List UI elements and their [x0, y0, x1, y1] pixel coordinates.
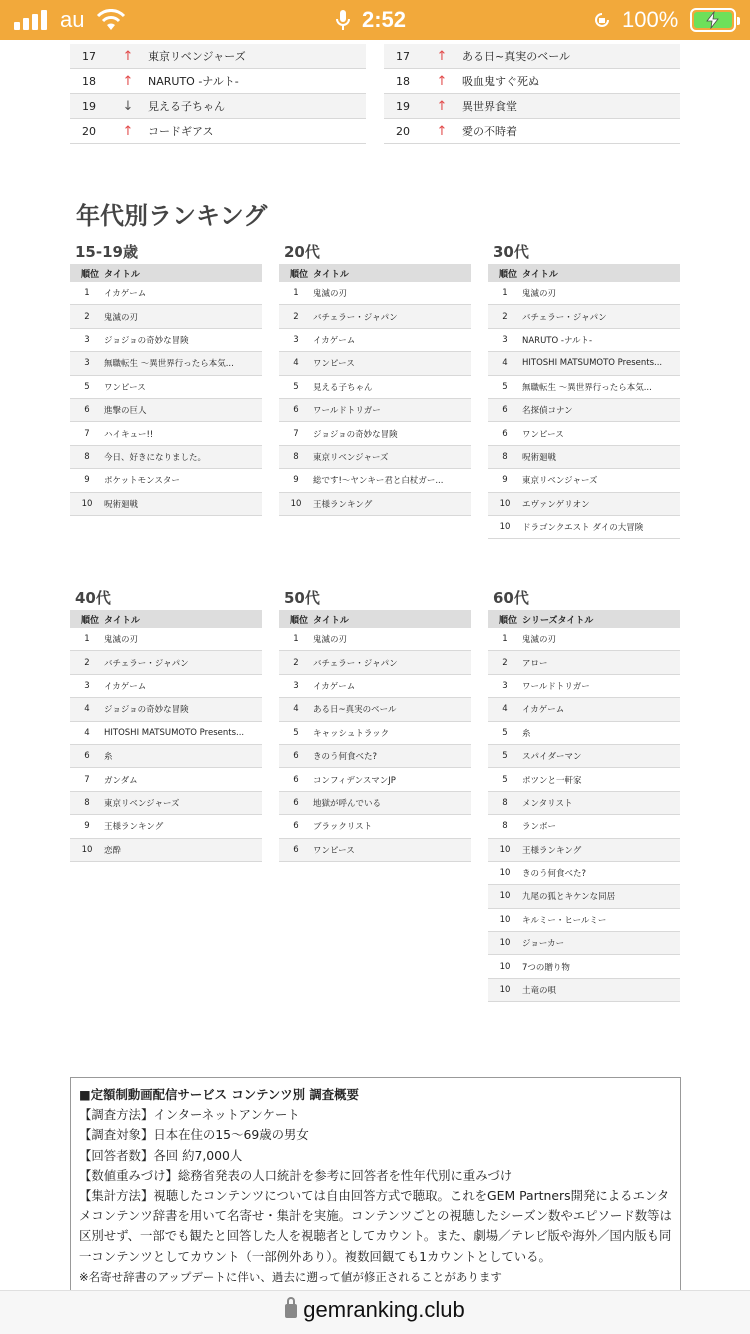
- table-row[interactable]: [279, 651, 471, 674]
- column-header-rank: 順位: [498, 615, 517, 626]
- arrow-up-icon: ↑: [436, 123, 448, 139]
- rank-number: 10: [81, 844, 93, 855]
- rank-number: 3: [84, 358, 90, 369]
- age-table-50s: [279, 586, 471, 862]
- table-row[interactable]: [279, 745, 471, 768]
- title-cell: イカゲーム: [104, 289, 147, 300]
- microphone-icon: [336, 9, 350, 31]
- title-cell: バチェラー・ジャパン: [104, 658, 189, 669]
- summary-note: ※名寄せ辞書のアップデートに伴い、過去に遡って値が修正されることがあります: [79, 1269, 502, 1284]
- title-cell: 地獄が呼んでいる: [313, 798, 382, 809]
- age-table-15-19: [70, 240, 262, 516]
- rank-number: 5: [502, 774, 508, 785]
- title-cell: ワンピース: [313, 845, 355, 856]
- table-row[interactable]: [70, 768, 262, 791]
- rank-number: 8: [293, 451, 299, 462]
- table-row[interactable]: [279, 329, 471, 352]
- table-body: [70, 282, 262, 516]
- rank-number: 6: [293, 844, 299, 855]
- rank-number: 2: [502, 657, 508, 668]
- rank-number: 2: [84, 657, 90, 668]
- table-row[interactable]: [279, 493, 471, 516]
- rank-number: 7: [293, 428, 299, 439]
- rank-number: 1: [84, 288, 90, 299]
- ranking-row[interactable]: [70, 94, 366, 119]
- age-group-label: 60代: [493, 589, 529, 607]
- table-row[interactable]: [70, 282, 262, 305]
- table-row[interactable]: [279, 675, 471, 698]
- rank-number: 3: [293, 334, 299, 345]
- title-cell: バチェラー・ジャパン: [522, 312, 607, 323]
- ranking-title: 愛の不時着: [462, 125, 517, 138]
- rank-number: 3: [84, 334, 90, 345]
- rank-number: 10: [81, 498, 93, 509]
- title-cell: 呪術廻戦: [522, 452, 557, 463]
- table-row[interactable]: [70, 399, 262, 422]
- table-row[interactable]: [70, 745, 262, 768]
- column-header-title: タイトル: [313, 269, 349, 280]
- age-group-label: 15-19歳: [75, 243, 138, 261]
- column-header-title: タイトル: [313, 615, 349, 626]
- rank-number: 6: [293, 405, 299, 416]
- rank-number: 1: [502, 634, 508, 645]
- rank-number: 3: [502, 334, 508, 345]
- table-row[interactable]: [488, 469, 680, 492]
- title-cell: 恋酔: [104, 845, 122, 856]
- rank-number: 17: [396, 49, 410, 63]
- rank-number: 10: [499, 914, 511, 925]
- title-cell: HITOSHI MATSUMOTO Presents...: [522, 358, 663, 369]
- url-display[interactable]: [0, 1297, 750, 1323]
- rank-number: 4: [293, 358, 299, 369]
- title-cell: イカゲーム: [522, 705, 565, 716]
- age-table-20s: [279, 240, 471, 516]
- column-header-rank: 順位: [289, 615, 308, 626]
- table-row[interactable]: [70, 469, 262, 492]
- title-cell: 鬼滅の刃: [104, 312, 139, 323]
- title-cell: 進撃の巨人: [104, 406, 147, 417]
- table-row[interactable]: [488, 352, 680, 375]
- carrier-label: au: [60, 7, 85, 32]
- table-header: [279, 610, 471, 628]
- rank-number: 5: [84, 381, 90, 392]
- rank-number: 18: [82, 74, 96, 88]
- table-row[interactable]: [70, 839, 262, 862]
- age-group-label: 40代: [75, 589, 111, 607]
- column-header-rank: 順位: [80, 615, 99, 626]
- table-body: [279, 282, 471, 516]
- title-cell: 鬼滅の刃: [522, 635, 557, 646]
- title-cell: ワンピース: [104, 382, 146, 393]
- ranking-row[interactable]: [384, 44, 680, 69]
- table-row[interactable]: [70, 792, 262, 815]
- title-cell: コンフィデンスマンJP: [313, 775, 396, 786]
- table-row[interactable]: [70, 628, 262, 651]
- table-row[interactable]: [488, 651, 680, 674]
- ranking-row[interactable]: [70, 69, 366, 94]
- table-row[interactable]: [488, 792, 680, 815]
- rank-number: 10: [499, 844, 511, 855]
- title-cell: ランボー: [522, 822, 557, 833]
- rank-number: 1: [502, 288, 508, 299]
- rank-number: 6: [502, 428, 508, 439]
- table-row[interactable]: [279, 399, 471, 422]
- clock: 2:52: [362, 7, 407, 32]
- title-cell: 鬼滅の刃: [313, 635, 348, 646]
- table-row[interactable]: [488, 675, 680, 698]
- title-cell: アロー: [522, 658, 548, 669]
- page-content: [0, 40, 750, 1290]
- ranking-title: コードギアス: [148, 125, 214, 138]
- table-row[interactable]: [70, 493, 262, 516]
- rank-number: 2: [293, 657, 299, 668]
- table-row[interactable]: [488, 885, 680, 908]
- title-cell: 王様ランキング: [522, 845, 582, 856]
- table-body: [488, 628, 680, 1002]
- ranking-row[interactable]: [384, 69, 680, 94]
- table-row[interactable]: [488, 722, 680, 745]
- rank-number: 9: [502, 475, 508, 486]
- title-cell: 鬼滅の刃: [313, 289, 348, 300]
- table-header: [279, 264, 471, 282]
- title-cell: 東京リベンジャーズ: [104, 798, 180, 809]
- title-cell: HITOSHI MATSUMOTO Presents...: [104, 727, 245, 738]
- table-row[interactable]: [279, 839, 471, 862]
- title-cell: 総です!～ヤンキー君と白杖ガー...: [313, 476, 444, 487]
- title-cell: バチェラー・ジャパン: [313, 658, 398, 669]
- table-row[interactable]: [70, 815, 262, 838]
- ranking-title: 東京リベンジャーズ: [148, 50, 246, 63]
- survey-summary-box: [70, 1077, 681, 1290]
- ranking-row[interactable]: [70, 119, 366, 144]
- table-row[interactable]: [279, 469, 471, 492]
- title-cell: NARUTO -ナルト-: [522, 335, 593, 346]
- ranking-table-left: [70, 44, 366, 144]
- rank-number: 6: [293, 751, 299, 762]
- table-row[interactable]: [488, 815, 680, 838]
- ranking-title: ある日~真実のベール: [462, 50, 570, 63]
- ranking-row[interactable]: [384, 94, 680, 119]
- table-body: [279, 628, 471, 862]
- age-group-label: 50代: [284, 589, 320, 607]
- table-row[interactable]: [279, 628, 471, 651]
- table-body: [70, 628, 262, 862]
- rank-number: 6: [84, 751, 90, 762]
- ranking-title: 見える子ちゃん: [148, 100, 225, 113]
- title-cell: ガンダム: [104, 775, 138, 786]
- rank-number: 5: [502, 751, 508, 762]
- rank-number: 6: [502, 405, 508, 416]
- table-row[interactable]: [70, 352, 262, 375]
- rank-number: 6: [293, 797, 299, 808]
- title-cell: 王様ランキング: [313, 499, 373, 510]
- title-cell: 呪術廻戦: [104, 499, 139, 510]
- rank-number: 2: [502, 311, 508, 322]
- table-row[interactable]: [488, 282, 680, 305]
- title-cell: ハイキュー!!: [104, 429, 154, 440]
- age-group-label: 20代: [284, 243, 320, 261]
- column-header-title: シリーズタイトル: [522, 615, 594, 626]
- rank-number: 10: [499, 498, 511, 509]
- rank-number: 1: [293, 288, 299, 299]
- title-cell: エヴァンゲリオン: [522, 499, 590, 510]
- table-row[interactable]: [488, 979, 680, 1002]
- title-cell: 九尾の狐とキケンな同居: [522, 892, 616, 903]
- arrow-up-icon: ↑: [122, 73, 134, 89]
- table-row[interactable]: [279, 282, 471, 305]
- title-cell: イカゲーム: [313, 335, 356, 346]
- table-row[interactable]: [279, 792, 471, 815]
- table-row[interactable]: [279, 698, 471, 721]
- table-row[interactable]: [279, 815, 471, 838]
- rank-number: 4: [84, 704, 90, 715]
- table-row[interactable]: [70, 422, 262, 445]
- table-row[interactable]: [279, 722, 471, 745]
- table-row[interactable]: [279, 305, 471, 328]
- rank-number: 7: [84, 428, 90, 439]
- table-row[interactable]: [279, 352, 471, 375]
- title-cell: メンタリスト: [522, 798, 573, 809]
- rank-number: 2: [293, 311, 299, 322]
- rank-number: 10: [499, 891, 511, 902]
- rank-number: 10: [499, 938, 511, 949]
- rotation-lock-icon: [592, 10, 612, 30]
- title-cell: ワンピース: [313, 359, 355, 370]
- age-table-30s: [488, 240, 680, 539]
- table-row[interactable]: [488, 745, 680, 768]
- table-row[interactable]: [488, 932, 680, 955]
- table-header: [488, 264, 680, 282]
- ranking-title: 異世界食堂: [462, 100, 517, 113]
- url-text: gemranking.club: [303, 1297, 465, 1322]
- age-table-60s: [488, 586, 680, 1002]
- table-row[interactable]: [488, 329, 680, 352]
- title-cell: 鬼滅の刃: [104, 635, 139, 646]
- title-cell: ワールドトリガー: [313, 406, 381, 417]
- rank-number: 8: [502, 797, 508, 808]
- rank-number: 9: [293, 475, 299, 486]
- arrow-up-icon: ↑: [122, 123, 134, 139]
- rank-number: 4: [293, 704, 299, 715]
- battery-icon: [690, 8, 736, 32]
- table-row[interactable]: [70, 722, 262, 745]
- table-header: [70, 264, 262, 282]
- rank-number: 7: [84, 774, 90, 785]
- address-bar[interactable]: [0, 1290, 750, 1334]
- table-header: [488, 610, 680, 628]
- title-cell: 今日、好きになりました。: [104, 452, 207, 463]
- title-cell: キルミー・ヒールミー: [522, 915, 607, 926]
- title-cell: イカゲーム: [313, 681, 356, 692]
- title-cell: ジョジョの奇妙な冒険: [104, 335, 189, 346]
- title-cell: 王様ランキング: [104, 822, 164, 833]
- table-row[interactable]: [279, 768, 471, 791]
- ranking-row[interactable]: [70, 44, 366, 69]
- rank-number: 8: [84, 797, 90, 808]
- rank-number: 3: [293, 680, 299, 691]
- column-header-rank: 順位: [498, 269, 517, 280]
- title-cell: ある日~真実のベール: [313, 705, 397, 716]
- rank-number: 8: [502, 451, 508, 462]
- rank-number: 4: [502, 704, 508, 715]
- rank-number: 5: [502, 381, 508, 392]
- title-cell: キャッシュトラック: [313, 728, 390, 739]
- rank-number: 5: [293, 727, 299, 738]
- title-cell: ワールドトリガー: [522, 681, 590, 692]
- arrow-up-icon: ↑: [436, 98, 448, 114]
- rank-number: 17: [82, 49, 96, 63]
- table-header: [70, 610, 262, 628]
- rank-number: 3: [502, 680, 508, 691]
- title-cell: ジョジョの奇妙な冒険: [313, 429, 398, 440]
- title-cell: ポツンと一軒家: [522, 775, 582, 786]
- rank-number: 5: [502, 727, 508, 738]
- table-row[interactable]: [488, 376, 680, 399]
- title-cell: 無職転生 ～異世界行ったら本気...: [104, 359, 234, 370]
- rank-number: 2: [84, 311, 90, 322]
- arrow-up-icon: ↑: [436, 73, 448, 89]
- rank-number: 1: [293, 634, 299, 645]
- table-row[interactable]: [488, 839, 680, 862]
- rank-number: 1: [84, 634, 90, 645]
- summary-line: 【調査対象】日本在住の15～69歳の男女: [79, 1127, 309, 1143]
- title-cell: ジョジョの奇妙な冒険: [104, 705, 189, 716]
- title-cell: 無職転生 ～異世界行ったら本気...: [522, 382, 652, 393]
- table-row[interactable]: [488, 955, 680, 978]
- summary-line: 【調査方法】インターネットアンケート: [79, 1107, 300, 1123]
- title-cell: ポケットモンスター: [104, 476, 180, 487]
- ranking-title: 吸血鬼すぐ死ぬ: [462, 75, 539, 88]
- column-header-title: タイトル: [104, 269, 140, 280]
- title-cell: スパイダーマン: [522, 752, 582, 763]
- table-row[interactable]: [70, 446, 262, 469]
- title-cell: 7つの贈り物: [522, 962, 570, 973]
- rank-number: 18: [396, 74, 410, 88]
- signal-icon: [14, 10, 48, 30]
- column-header-rank: 順位: [80, 269, 99, 280]
- table-row[interactable]: [488, 399, 680, 422]
- rank-number: 10: [499, 868, 511, 879]
- title-cell: 糸: [104, 752, 113, 763]
- lock-icon: [285, 1304, 297, 1318]
- table-row[interactable]: [488, 698, 680, 721]
- table-row[interactable]: [488, 768, 680, 791]
- table-row[interactable]: [70, 675, 262, 698]
- arrow-down-icon: ↓: [122, 98, 134, 114]
- wifi-icon: [96, 9, 126, 31]
- battery-percent: 100%: [622, 7, 679, 32]
- ranking-table-right: [384, 44, 680, 144]
- rank-number: 8: [502, 821, 508, 832]
- rank-number: 19: [82, 99, 96, 113]
- age-ranking-heading: 年代別ランキング: [76, 202, 268, 230]
- rank-number: 6: [293, 774, 299, 785]
- rank-number: 20: [82, 124, 96, 138]
- table-row[interactable]: [279, 376, 471, 399]
- title-cell: 鬼滅の刃: [522, 289, 557, 300]
- table-row[interactable]: [488, 305, 680, 328]
- title-cell: 土竜の唄: [522, 986, 557, 997]
- rank-number: 9: [84, 821, 90, 832]
- rank-number: 19: [396, 99, 410, 113]
- summary-title: ■定額制動画配信サービス コンテンツ別 調査概要: [79, 1087, 359, 1102]
- age-table-40s: [70, 586, 262, 862]
- ranking-row[interactable]: [384, 119, 680, 144]
- arrow-up-icon: ↑: [436, 48, 448, 64]
- table-row[interactable]: [488, 628, 680, 651]
- table-row[interactable]: [70, 376, 262, 399]
- table-row[interactable]: [70, 698, 262, 721]
- column-header-rank: 順位: [289, 269, 308, 280]
- table-row[interactable]: [70, 305, 262, 328]
- title-cell: きのう何食べた?: [522, 869, 587, 880]
- title-cell: ブラックリスト: [313, 822, 373, 833]
- column-header-title: タイトル: [104, 615, 140, 626]
- table-row[interactable]: [70, 651, 262, 674]
- table-row[interactable]: [488, 446, 680, 469]
- title-cell: 糸: [522, 728, 531, 739]
- title-cell: 見える子ちゃん: [313, 382, 373, 393]
- summary-line: 【集計方法】視聴したコンテンツについては自由回答方式で聴取。これをGEM Partners開発によるエンタメコンテンツ辞書を用いて名寄せ・集計を実施。コンテンツごとの視聴したシーズン数やエピソード数等は区別せず、一部でも観たと回答した人を視聴者としてカウント。また、劇場／テレビ版や海外／国内版も同一コンテンツとしてカウント（一部例外あり）。複数回観ても1カウントとしている。: [79, 1188, 672, 1264]
- rank-number: 20: [396, 124, 410, 138]
- column-header-title: タイトル: [522, 269, 558, 280]
- rank-number: 10: [499, 522, 511, 533]
- rank-number: 4: [84, 727, 90, 738]
- summary-line: 【回答者数】各回 約7,000人: [79, 1147, 243, 1163]
- rank-number: 4: [502, 358, 508, 369]
- table-row[interactable]: [279, 446, 471, 469]
- rank-number: 6: [293, 821, 299, 832]
- rank-number: 6: [84, 405, 90, 416]
- rank-number: 3: [84, 680, 90, 691]
- title-cell: 名探偵コナン: [522, 406, 573, 417]
- rank-number: 10: [290, 498, 302, 509]
- table-row[interactable]: [488, 493, 680, 516]
- table-row[interactable]: [488, 909, 680, 932]
- title-cell: バチェラー・ジャパン: [313, 312, 398, 323]
- title-cell: イカゲーム: [104, 681, 147, 692]
- table-row[interactable]: [70, 329, 262, 352]
- table-body: [488, 282, 680, 539]
- rank-number: 8: [84, 451, 90, 462]
- title-cell: きのう何食べた?: [313, 752, 378, 763]
- title-cell: 東京リベンジャーズ: [522, 476, 598, 487]
- summary-line: 【数値重みづけ】総務省発表の人口統計を参考に回答者を性年代別に重みづけ: [79, 1167, 513, 1183]
- rank-number: 5: [293, 381, 299, 392]
- ranking-title: NARUTO -ナルト-: [148, 75, 239, 88]
- table-row[interactable]: [488, 862, 680, 885]
- rank-number: 10: [499, 961, 511, 972]
- table-row[interactable]: [488, 422, 680, 445]
- table-row[interactable]: [488, 516, 680, 539]
- title-cell: 東京リベンジャーズ: [313, 452, 389, 463]
- title-cell: ワンピース: [522, 429, 564, 440]
- arrow-up-icon: ↑: [122, 48, 134, 64]
- rank-number: 10: [499, 985, 511, 996]
- rank-number: 9: [84, 475, 90, 486]
- title-cell: ドラゴンクエスト ダイの大冒険: [522, 523, 644, 534]
- table-row[interactable]: [279, 422, 471, 445]
- age-group-label: 30代: [493, 243, 529, 261]
- status-bar: [0, 0, 750, 40]
- title-cell: ジョーカー: [522, 939, 565, 950]
